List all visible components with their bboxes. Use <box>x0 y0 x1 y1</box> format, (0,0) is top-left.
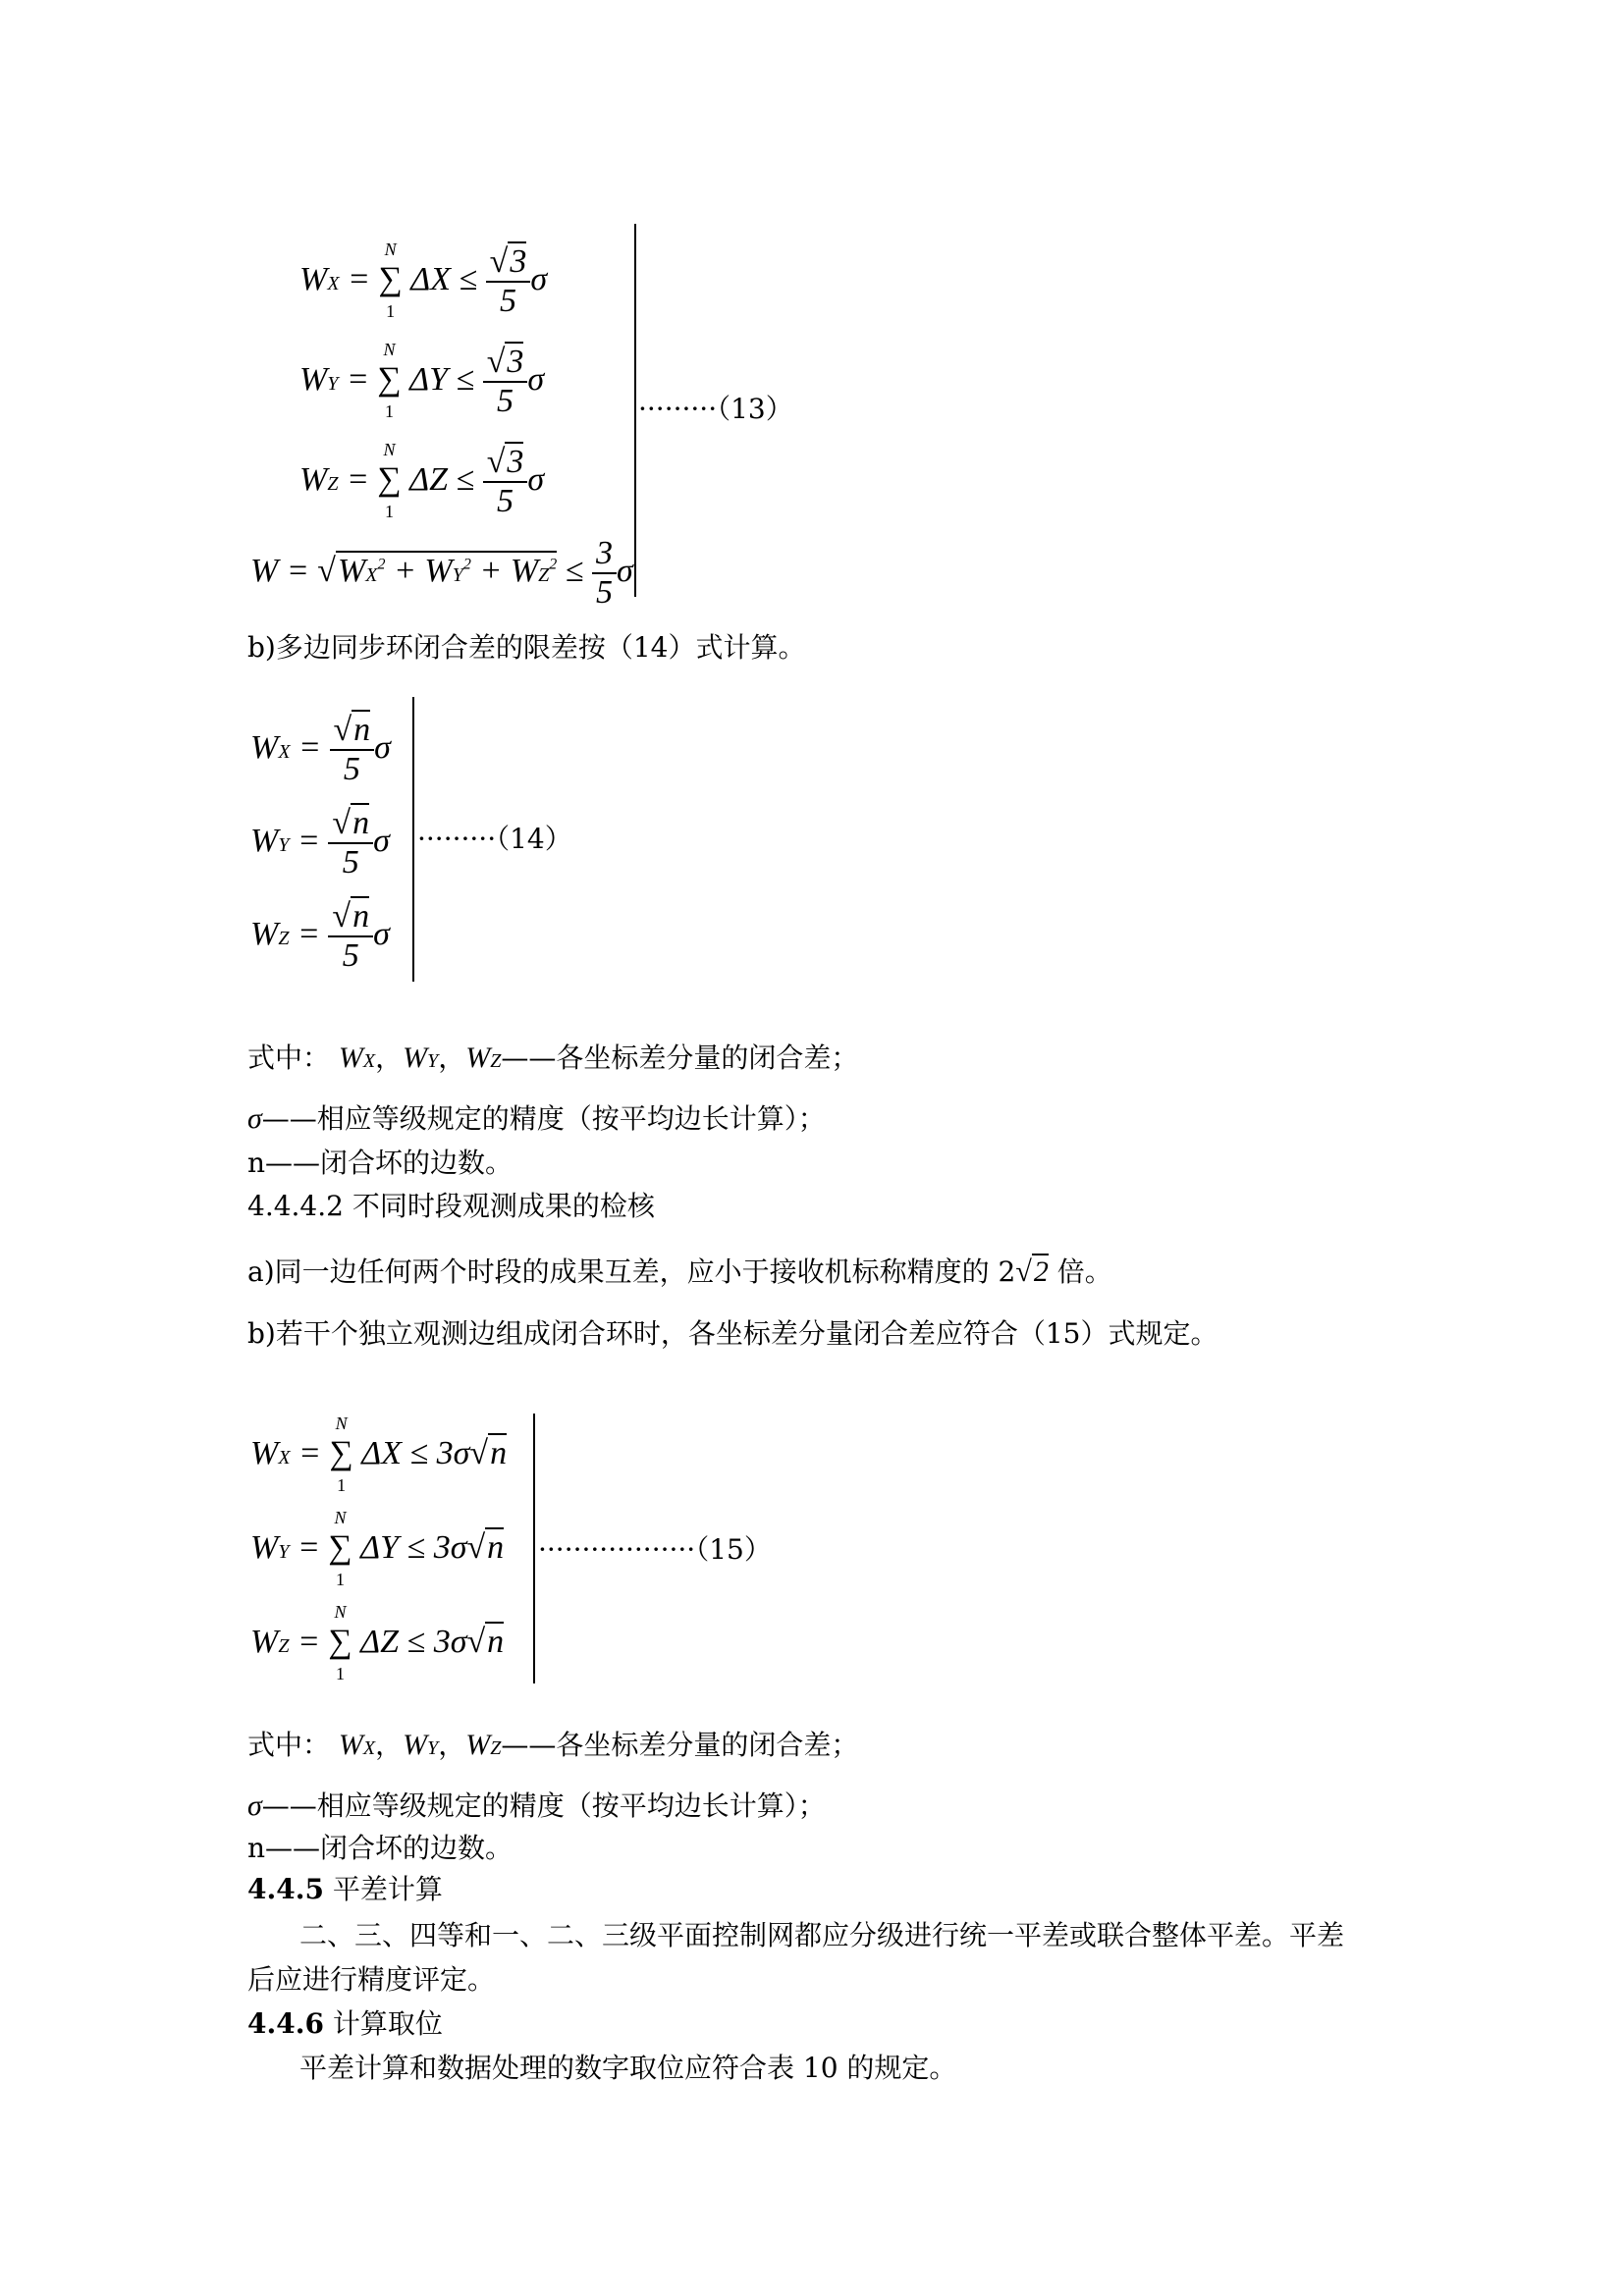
section-number: 4.4.5 <box>247 1873 324 1905</box>
section-heading-4442: 4.4.4.2 不同时段观测成果的检核 <box>247 1190 655 1222</box>
paragraph-a-text: a)同一边任何两个时段的成果互差，应小于接收机标称精度的 2 <box>247 1255 1016 1288</box>
frac-sqrt3-5: $\frac{√3}{5}$ <box>486 243 531 320</box>
den-5: 5 <box>499 283 516 319</box>
var-w: W <box>250 552 279 589</box>
legend-1-sigma: σ——相应等级规定的精度（按平均边长计算）； <box>247 1102 826 1135</box>
sigma: σ <box>374 728 391 766</box>
frac-sqrt3-5: $\frac{√3}{5}$ <box>483 344 528 420</box>
paragraph-445-cont: 后应进行精度评定。 <box>247 1963 496 1996</box>
sum-symbol: N ∑ 1 <box>377 339 402 421</box>
section-heading-446 <box>247 2007 443 2041</box>
sigma: σ <box>527 360 545 398</box>
legend-sigma-text: ——相应等级规定的精度（按平均边长计算）； <box>261 1102 826 1135</box>
paragraph-a-end: 倍。 <box>1048 1255 1112 1288</box>
sum-top: N <box>383 439 396 459</box>
sum-bot: 1 <box>385 501 395 521</box>
right-brace <box>626 224 636 597</box>
sqrt-3: 3 <box>510 243 527 280</box>
three-sigma: 3σ <box>433 1624 467 1660</box>
eq13-wx: WX = N ∑ 1 ΔX ≤ $\frac{√3}{5}$ σ <box>299 239 548 321</box>
sum-top: N <box>384 239 397 259</box>
num-3: 3 <box>592 535 617 574</box>
paragraph-b15: b)若干个独立观测边组成闭合环时，各坐标差分量闭合差应符合（15）式规定。 <box>247 1317 1218 1350</box>
sum-top: N <box>383 339 396 359</box>
frac-sqrt3-5: $\frac{√3}{5}$ <box>483 444 528 520</box>
var-w: W <box>299 460 328 498</box>
legend-2-vars: 式中： WX，WY，WZ——各坐标差分量的闭合差； <box>247 1729 859 1761</box>
equation-number-14: ·········（14） <box>417 823 572 855</box>
sigma: σ <box>527 460 545 498</box>
eq15-wy: WY = N ∑ 1 ΔY ≤ 3σ√n <box>250 1508 505 1589</box>
delta-x: ΔX <box>410 260 451 297</box>
eq14-wy: WY = $\frac{√n}{5}$ σ <box>250 805 390 881</box>
legend-2-n: n——闭合坏的边数。 <box>247 1832 514 1864</box>
frac-sqrtn-5: $\frac{√n}{5}$ <box>330 712 375 788</box>
legend-2-sigma: σ——相应等级规定的精度（按平均边长计算）； <box>247 1789 826 1822</box>
sum-symbol: N ∑ 1 <box>378 239 403 321</box>
sqrt-2: 2 <box>1033 1255 1049 1288</box>
eq13-w-total: $W = √WX^2 + WY^2 + WZ^2$ ≤ $\frac{3}{5}$ σ <box>250 535 633 611</box>
right-brace <box>405 697 414 982</box>
paragraph-445: 二、三、四等和一、二、三级平面控制网都应分级进行统一平差或联合整体平差。平差 <box>299 1919 1345 1951</box>
delta-z: ΔZ <box>409 460 449 498</box>
legend-sigma-text: ——相应等级规定的精度（按平均边长计算）； <box>261 1789 826 1822</box>
legend-prefix: 式中： <box>247 1041 331 1074</box>
sigma: σ <box>616 552 633 589</box>
den-5: 5 <box>342 937 359 974</box>
section-heading-445 <box>247 1873 443 1906</box>
den-5: 5 <box>497 483 514 519</box>
frac-3-5 <box>592 535 617 612</box>
sigma: σ <box>373 915 390 952</box>
sqrt-n: n <box>490 1435 508 1471</box>
eq13-wy: WY = N ∑ 1 ΔY ≤ $\frac{√3}{5}$ σ <box>299 339 545 421</box>
sqrt-n: n <box>487 1529 505 1566</box>
legend-1-n: n——闭合坏的边数。 <box>247 1147 514 1179</box>
eq13-wz: WZ = N ∑ 1 ΔZ ≤ $\frac{√3}{5}$ σ <box>299 439 545 521</box>
section-title: 平差计算 <box>332 1873 443 1905</box>
legend-prefix: 式中： <box>247 1729 331 1761</box>
den-5: 5 <box>595 574 613 611</box>
right-brace <box>525 1414 535 1683</box>
paragraph-b14: b)多边同步环闭合差的限差按（14）式计算。 <box>247 631 806 664</box>
var-w: W <box>299 260 328 297</box>
sqrt-3: 3 <box>507 344 524 380</box>
three-sigma: 3σ <box>433 1529 467 1566</box>
section-number: 4.4.6 <box>247 2007 324 2040</box>
section-title: 计算取位 <box>332 2007 443 2040</box>
sqrt-n: n <box>352 898 370 934</box>
sub-y: Y <box>327 372 339 395</box>
frac-sqrtn-5: $\frac{√n}{5}$ <box>328 898 373 975</box>
paragraph-a: a)同一边任何两个时段的成果互差，应小于接收机标称精度的 2√2 倍。 <box>247 1255 1112 1288</box>
legend-suffix: ——各坐标差分量的闭合差； <box>501 1041 859 1074</box>
den-5: 5 <box>343 751 360 787</box>
sqrt-3: 3 <box>507 444 524 480</box>
delta-y: ΔY <box>409 360 449 398</box>
den-5: 5 <box>342 844 359 881</box>
legend-suffix: ——各坐标差分量的闭合差； <box>501 1729 859 1761</box>
sigma: σ <box>373 822 390 859</box>
paragraph-446: 平差计算和数据处理的数字取位应符合表 10 的规定。 <box>299 2052 957 2084</box>
sqrt-n: n <box>353 712 371 748</box>
sub-x: X <box>327 272 340 294</box>
frac-sqrtn-5: $\frac{√n}{5}$ <box>328 805 373 881</box>
eq15-wz: WZ = N ∑ 1 ΔZ ≤ 3σ√n <box>250 1602 505 1683</box>
sqrt-n: n <box>487 1624 505 1660</box>
three-sigma: 3σ <box>436 1435 470 1471</box>
equation-number-15: ··················（15） <box>538 1533 772 1566</box>
sub-z: Z <box>327 472 339 495</box>
sqrt-sum-squares: $WX^2 + WY^2 + WZ^2$ <box>337 552 558 589</box>
sum-bot: 1 <box>386 300 396 321</box>
sqrt-n: n <box>352 805 370 841</box>
eq14-wx: WX = $\frac{√n}{5}$ σ <box>250 712 391 787</box>
sigma: σ <box>530 260 548 297</box>
sum-symbol: N ∑ 1 <box>377 439 402 521</box>
eq15-wx: WX = N ∑ 1 ΔX ≤ 3σ√n <box>250 1414 508 1495</box>
eq14-wz: WZ = $\frac{√n}{5}$ σ <box>250 898 390 974</box>
sum-bot: 1 <box>385 400 395 421</box>
equation-number-13: ·········（13） <box>638 393 793 425</box>
legend-1-vars: 式中： WX，WY，WZ——各坐标差分量的闭合差； <box>247 1041 859 1074</box>
den-5: 5 <box>497 383 514 419</box>
var-w: W <box>299 360 328 398</box>
